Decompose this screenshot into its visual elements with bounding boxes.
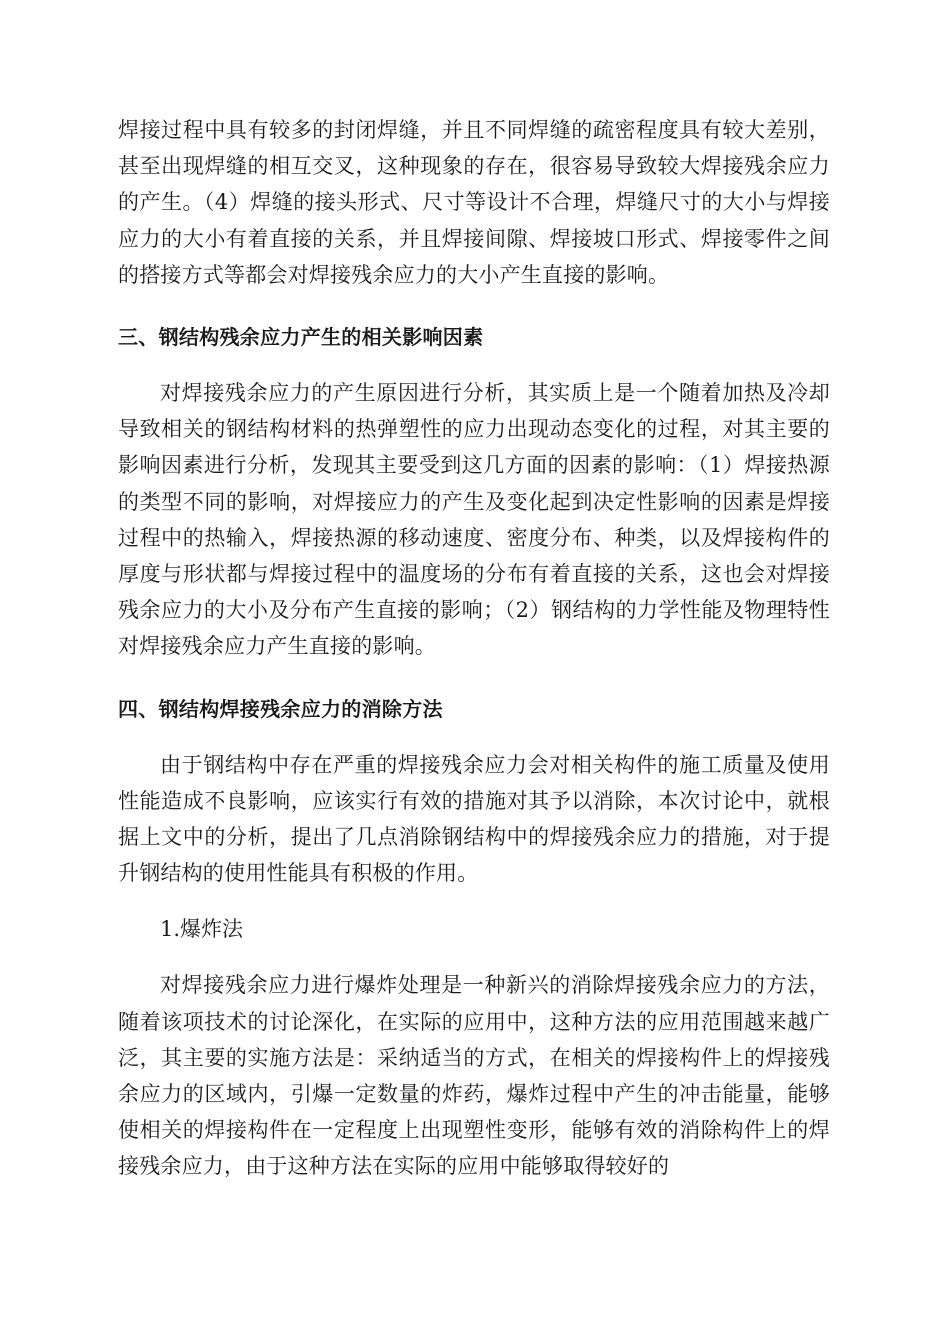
section-heading-3: 三、钢结构残余应力产生的相关影响因素 xyxy=(118,325,484,350)
document-page xyxy=(118,112,830,1185)
subheading-explosion-method: 1.爆炸法 xyxy=(160,917,244,942)
section-heading-4: 四、钢结构焊接残余应力的消除方法 xyxy=(118,696,443,721)
paragraph-elimination-intro: 由于钢结构中存在严重的焊接残余应力会对相关构件的施工质量及使用性能造成不良影响，应该实行有效的措施对其予以消除，本次讨论中，就根据上文中的分析，提出了几点消除钢结构中的焊接残余应力的措施，对于提升钢结构的使用性能具有积极的作用。 xyxy=(118,752,830,886)
paragraph-explosion-method: 对焊接残余应力进行爆炸处理是一种新兴的消除焊接残余应力的方法，随着该项技术的讨论深化，在实际的应用中，这种方法的应用范围越来越广泛，其主要的实施方法是：采纳适当的方式，在相关的焊接构件上的焊接残余应力的区域内，引爆一定数量的炸药，爆炸过程中产生的冲击能量，能够使相关的焊接构件在一定程度上出现塑性变形，能够有效的消除构件上的焊接残余应力，由于这种方法在实际的应用中能够取得较好的 xyxy=(118,973,830,1179)
paragraph-influence-factors: 对焊接残余应力的产生原因进行分析，其实质上是一个随着加热及冷却导致相关的钢结构材料的热弹塑性的应力出现动态变化的过程，对其主要的影响因素进行分析，发现其主要受到这几方面的因素的影响：（1）焊接热源的类型不同的影响，对焊接应力的产生及变化起到决定性影响的因素是焊接过程中的热输入，焊接热源的移动速度、密度分布、种类，以及焊接构件的厚度与形状都与焊接过程中的温度场的分布有着直接的关系，这也会对焊接残余应力的大小及分布产生直接的影响；（2）钢结构的力学性能及物理特性对焊接残余应力产生直接的影响。 xyxy=(118,381,830,659)
paragraph-welding-seam-causes: 焊接过程中具有较多的封闭焊缝，并且不同焊缝的疏密程度具有较大差别，甚至出现焊缝的相互交叉，这种现象的存在，很容易导致较大焊接残余应力的产生。（4）焊缝的接头形式、尺寸等设计不合理，焊缝尺寸的大小与焊接应力的大小有着直接的关系，并且焊接间隙、焊接坡口形式、焊接零件之间的搭接方式等都会对焊接残余应力的大小产生直接的影响。 xyxy=(118,118,830,287)
